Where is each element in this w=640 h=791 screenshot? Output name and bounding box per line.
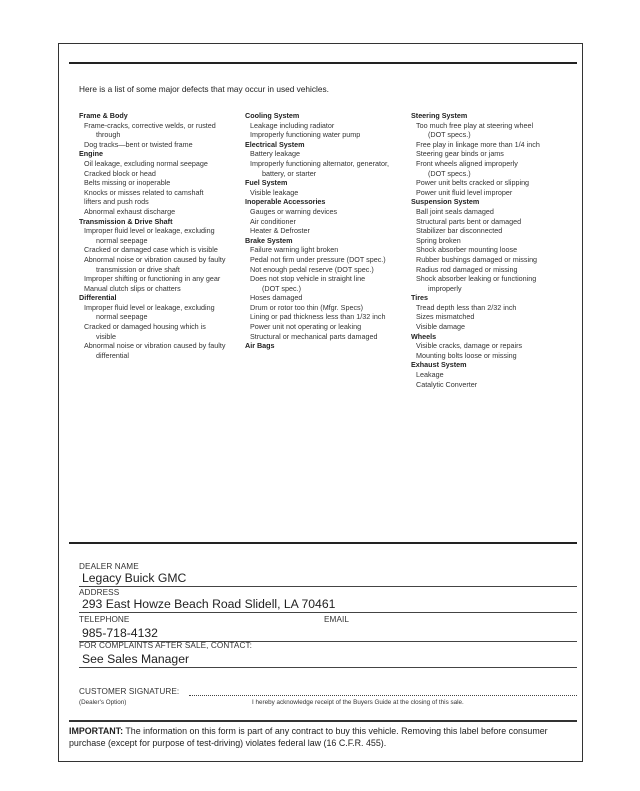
- defect-item: [245, 255, 405, 265]
- defect-item: [245, 159, 405, 178]
- defect-item-text: Visible leakage: [250, 187, 299, 197]
- defect-item-text: Structural or mechanical parts damaged: [250, 331, 378, 341]
- defect-item-text: Spring broken: [416, 235, 461, 245]
- defect-section: [245, 178, 405, 197]
- defect-item: [245, 188, 405, 198]
- defect-item-continuation: battery, or starter: [262, 168, 317, 178]
- defect-item-text: Frame-cracks, corrective welds, or rusted: [84, 120, 216, 130]
- defect-section: [411, 293, 571, 331]
- defect-section-title: Differential: [79, 293, 117, 303]
- defect-item: [411, 351, 571, 361]
- defect-item-text: Ball joint seals damaged: [416, 206, 494, 216]
- defect-item: [411, 265, 571, 275]
- defect-section-title: Transmission & Drive Shaft: [79, 216, 173, 226]
- defect-item-text: Battery leakage: [250, 149, 300, 159]
- defect-section-title: Brake System: [245, 235, 293, 245]
- defect-item-text: Dog tracks—bent or twisted frame: [84, 139, 193, 149]
- defect-item-text: Visible damage: [416, 322, 466, 332]
- defect-section-title: Fuel System: [245, 178, 288, 188]
- defect-item-text: Cracked or damaged case which is visible: [84, 245, 218, 255]
- defects-column-2: [245, 111, 405, 351]
- defect-item-continuation: improperly: [428, 283, 462, 293]
- defect-item: [79, 284, 239, 294]
- intro-text: Here is a list of some major defects that may occur in used vehicles.: [79, 84, 329, 94]
- defect-item: [79, 207, 239, 217]
- defect-item: [79, 169, 239, 179]
- defect-item: [79, 322, 239, 341]
- defect-item-text: Sizes mismatched: [416, 312, 475, 322]
- defect-item: [411, 140, 571, 150]
- defect-item: [79, 226, 239, 245]
- defect-item: [411, 207, 571, 217]
- defect-item: [245, 226, 405, 236]
- defect-item: [79, 274, 239, 284]
- defect-item-text: Shock absorber mounting loose: [416, 245, 518, 255]
- defect-item: [411, 380, 571, 390]
- defect-section: [79, 293, 239, 360]
- defect-item-text: Improperly functioning water pump: [250, 130, 361, 140]
- defect-section-title: Frame & Body: [79, 111, 128, 120]
- defect-item-text: Air conditioner: [250, 216, 296, 226]
- defect-item: [411, 226, 571, 236]
- defect-item: [245, 332, 405, 342]
- defects-column-1: [79, 111, 239, 360]
- defect-item-text: Belts missing or inoperable: [84, 178, 171, 188]
- customer-signature-label: CUSTOMER SIGNATURE:: [79, 687, 180, 696]
- defect-item: [411, 121, 571, 140]
- dealer-section-rule: [69, 542, 577, 544]
- defect-item: [79, 341, 239, 360]
- defect-section-title: Engine: [79, 149, 103, 159]
- defect-item: [79, 188, 239, 198]
- defect-item-text: Not enough pedal reserve (DOT spec.): [250, 264, 374, 274]
- defect-item: [245, 149, 405, 159]
- defect-item: [79, 121, 239, 140]
- complaints-line: [79, 667, 577, 668]
- dealer-name-value: Legacy Buick GMC: [82, 571, 187, 585]
- email-label: EMAIL: [324, 615, 350, 624]
- defect-item: [411, 217, 571, 227]
- defect-section: [79, 149, 239, 216]
- defect-item-continuation: (DOT specs.): [428, 130, 471, 140]
- important-notice: [69, 726, 579, 749]
- defects-column-3: [411, 111, 571, 389]
- defect-section-title: Tires: [411, 293, 429, 303]
- defect-item-text: Stabilizer bar disconnected: [416, 226, 503, 236]
- defect-item-text: Hoses damaged: [250, 293, 303, 303]
- defect-item: [411, 188, 571, 198]
- defect-item: [411, 255, 571, 265]
- buyers-guide-form: [58, 43, 583, 762]
- defect-item: [411, 159, 571, 178]
- defect-item-text: Pedal not firm under pressure (DOT spec.): [250, 254, 386, 264]
- defect-item: [79, 197, 239, 207]
- defect-item-text: Gauges or warning devices: [250, 206, 338, 216]
- important-text: The information on this form is part of any contract to buy this vehicle. Removing this label before consumer purchase (except for purpose of test-driving) violates federal law (16 C.F.R. 455).: [69, 726, 548, 748]
- defect-item: [245, 274, 405, 293]
- defect-item: [79, 303, 239, 322]
- defect-item: [411, 322, 571, 332]
- defect-item-text: Does not stop vehicle in straight line: [250, 274, 366, 284]
- defect-section: [245, 140, 405, 178]
- defect-item: [79, 255, 239, 274]
- defect-section-title: Suspension System: [411, 197, 480, 207]
- defect-item-text: Heater & Defroster: [250, 226, 310, 236]
- defect-item: [79, 245, 239, 255]
- defect-section-title: Air Bags: [245, 341, 275, 351]
- defect-item-text: Improper shifting or functioning in any gear: [84, 274, 221, 284]
- defect-item-text: Knocks or misses related to camshaft: [84, 187, 204, 197]
- defect-item-text: Too much free play at steering wheel: [416, 120, 534, 130]
- defect-item-continuation: visible: [96, 331, 116, 341]
- defect-item-text: Improper fluid level or leakage, excluding: [84, 302, 215, 312]
- defect-item-text: Leakage: [416, 370, 444, 380]
- defect-section-title: Inoperable Accessories: [245, 197, 326, 207]
- defect-section: [245, 111, 405, 140]
- defect-item-text: Abnormal exhaust discharge: [84, 206, 176, 216]
- address-label: ADDRESS: [79, 588, 120, 597]
- address-value: 293 East Howze Beach Road Slidell, LA 70461: [82, 597, 336, 611]
- defect-section: [79, 111, 239, 149]
- defect-section: [411, 197, 571, 293]
- defect-section-title: Wheels: [411, 331, 437, 341]
- defect-section: [245, 236, 405, 342]
- defect-item-text: Cracked or damaged housing which is: [84, 322, 206, 332]
- defect-item-text: Steering gear binds or jams: [416, 149, 504, 159]
- defect-item-text: Tread depth less than 2/32 inch: [416, 302, 517, 312]
- defect-item: [411, 274, 571, 293]
- defect-item: [79, 140, 239, 150]
- defect-item: [245, 207, 405, 217]
- defect-section: [411, 360, 571, 389]
- complaints-value: See Sales Manager: [82, 652, 190, 666]
- defect-item: [411, 341, 571, 351]
- defect-item: [411, 312, 571, 322]
- defect-item-text: Abnormal noise or vibration caused by faulty: [84, 341, 226, 351]
- defect-item-text: Front wheels aligned improperly: [416, 158, 518, 168]
- defect-section: [411, 111, 571, 197]
- defect-item-continuation: differential: [96, 350, 130, 360]
- defect-item-text: Cracked block or head: [84, 168, 156, 178]
- defect-item-text: Leakage including radiator: [250, 120, 335, 130]
- defect-item-text: Structural parts bent or damaged: [416, 216, 522, 226]
- defect-item: [411, 149, 571, 159]
- telephone-label: TELEPHONE: [79, 615, 130, 624]
- defect-item: [245, 293, 405, 303]
- defect-item-text: Lining or pad thickness less than 1/32 inch: [250, 312, 386, 322]
- defect-item: [411, 303, 571, 313]
- defect-item-text: Power unit belts cracked or slipping: [416, 178, 530, 188]
- defect-item: [79, 159, 239, 169]
- defect-item-text: Catalytic Converter: [416, 379, 478, 389]
- defect-item-text: Manual clutch slips or chatters: [84, 283, 181, 293]
- defect-item-text: Failure warning light broken: [250, 245, 339, 255]
- defect-item-text: Rubber bushings damaged or missing: [416, 254, 538, 264]
- defect-item-text: lifters and push rods: [84, 197, 149, 207]
- defect-item-continuation: through: [96, 130, 121, 140]
- defect-item-text: Free play in linkage more than 1/4 inch: [416, 139, 540, 149]
- telephone-value: 985-718-4132: [82, 626, 158, 640]
- defect-item-text: Visible cracks, damage or repairs: [416, 341, 523, 351]
- defect-section-title: Cooling System: [245, 111, 300, 120]
- complaints-label: FOR COMPLAINTS AFTER SALE, CONTACT:: [79, 641, 253, 650]
- defect-item: [245, 130, 405, 140]
- defect-item-continuation: normal seepage: [96, 235, 148, 245]
- defect-section: [79, 217, 239, 294]
- defect-item: [245, 312, 405, 322]
- important-rule: [69, 720, 577, 722]
- defect-item: [79, 178, 239, 188]
- important-label: IMPORTANT:: [69, 726, 124, 736]
- top-rule: [69, 62, 577, 64]
- address-line: [79, 612, 577, 613]
- defect-section-title: Exhaust System: [411, 360, 467, 370]
- defect-item: [245, 265, 405, 275]
- defect-item-text: Mounting bolts loose or missing: [416, 350, 517, 360]
- defect-item-text: Improper fluid level or leakage, excluding: [84, 226, 215, 236]
- defect-section-title: Electrical System: [245, 139, 305, 149]
- defect-item-text: Drum or rotor too thin (Mfgr. Specs): [250, 302, 364, 312]
- defect-item-text: Power unit fluid level improper: [416, 187, 513, 197]
- defect-item-text: Shock absorber leaking or functioning: [416, 274, 537, 284]
- defect-section-title: Steering System: [411, 111, 468, 120]
- defect-item: [411, 245, 571, 255]
- defect-item: [245, 217, 405, 227]
- defect-item: [411, 178, 571, 188]
- defect-item: [245, 121, 405, 131]
- defect-item-continuation: (DOT specs.): [428, 168, 471, 178]
- defect-item-continuation: transmission or drive shaft: [96, 264, 180, 274]
- defect-item-text: Power unit not operating or leaking: [250, 322, 362, 332]
- defect-item-text: Radius rod damaged or missing: [416, 264, 518, 274]
- defect-section: [245, 197, 405, 235]
- defect-item: [245, 322, 405, 332]
- customer-signature-line[interactable]: [189, 695, 577, 696]
- dealer-name-label: DEALER NAME: [79, 562, 139, 571]
- defect-item: [411, 370, 571, 380]
- defect-item: [245, 245, 405, 255]
- defect-item: [245, 303, 405, 313]
- defect-item-text: Oil leakage, excluding normal seepage: [84, 158, 208, 168]
- defect-item: [411, 236, 571, 246]
- acknowledge-text: I hereby acknowledge receipt of the Buyers Guide at the closing of this sale.: [252, 699, 464, 706]
- dealer-option-note: (Dealer's Option): [79, 699, 127, 706]
- defect-section: [411, 332, 571, 361]
- defect-section: [245, 341, 405, 351]
- defect-item-text: Abnormal noise or vibration caused by faulty: [84, 254, 226, 264]
- defect-item-continuation: normal seepage: [96, 312, 148, 322]
- defect-item-continuation: (DOT spec.): [262, 283, 302, 293]
- defect-item-text: Improperly functioning alternator, generator,: [250, 158, 390, 168]
- dealer-name-line: [79, 586, 577, 587]
